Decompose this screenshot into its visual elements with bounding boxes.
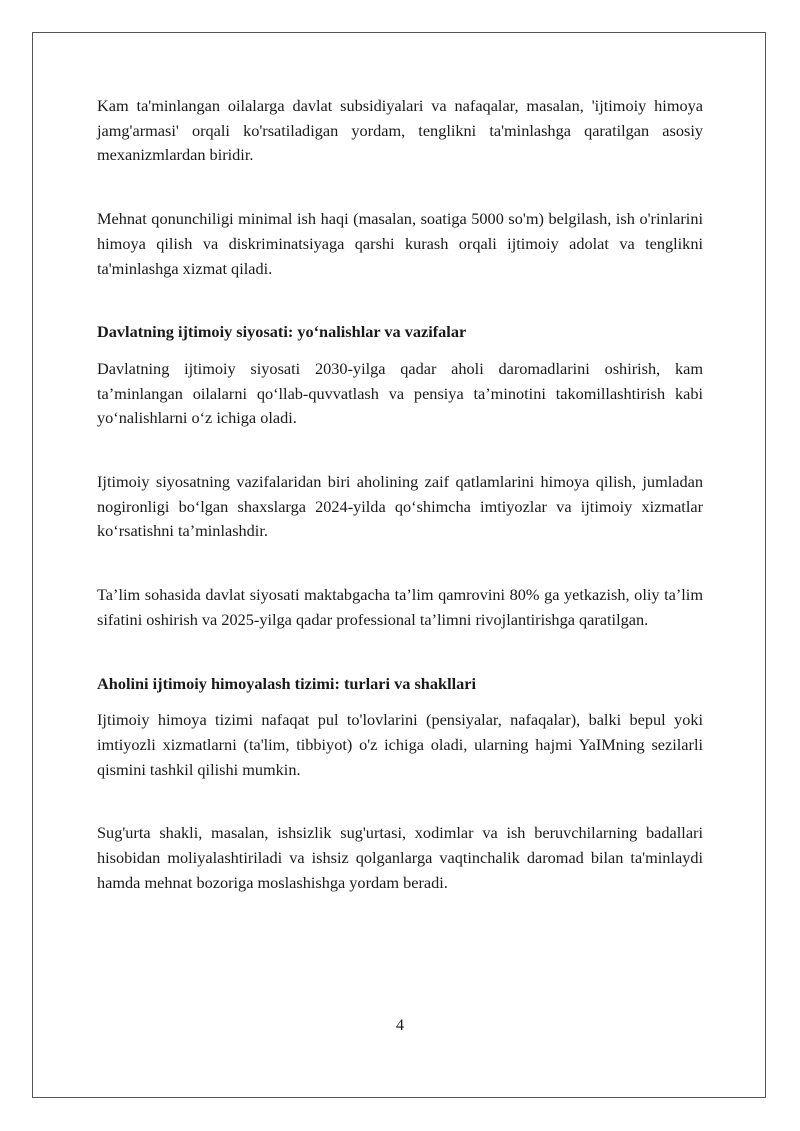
paragraph-subsidies: Kam ta'minlangan oilalarga davlat subsidiyalari va nafaqalar, masalan, 'ijtimoiy himoya jamg'armasi' orqali ko'rsatiladigan yordam, tenglikni ta'minlashga qaratilgan asosiy mexanizmlardan biridir. bbox=[97, 96, 703, 165]
paragraph-labor-law: Mehnat qonunchiligi minimal ish haqi (masalan, soatiga 5000 so'm) belgilash, ish o'rinlarini himoya qilish va diskriminatsiyaga qarshi kurash orqali ijtimoiy adolat va tenglikni ta'minlashga xizmat qiladi. bbox=[97, 209, 703, 278]
paragraph-insurance-form: Sug'urta shakli, masalan, ishsizlik sug'urtasi, xodimlar va ish beruvchilarning badallari hisobidan moliyalashtiriladi va ishsiz qolganlarga vaqtinchalik daromad bilan ta'minlaydi hamda mehnat bozoriga moslashishga yordam beradi. bbox=[97, 823, 703, 892]
paragraph-social-policy-directions: Davlatning ijtimoiy siyosati 2030-yilga qadar aholi daromadlarini oshirish, kam ta’minlangan oilalarni qo‘llab-quvvatlash va pensiya ta’minotini takomillashtirish kabi yo‘nalishlarni o‘z ichiga oladi. bbox=[97, 358, 703, 428]
paragraph-social-policy-tasks: Ijtimoiy siyosatning vazifalaridan biri aholining zaif qatlamlarini himoya qilish, jumladan nogironligi bo‘lgan shaxslarga 2024-yilda qo‘shimcha imtiyozlar va ijtimoiy xizmatlar ko‘rsatishni ta’minlashdir. bbox=[97, 472, 703, 541]
paragraph-protection-system: Ijtimoiy himoya tizimi nafaqat pul to'lovlarini (pensiyalar, nafaqalar), balki bepul yoki imtiyozli xizmatlarni (ta'lim, tibbiyot) o'z ichiga oladi, ularning hajmi YaIMning sezilarli qismini tashkil qilishi mumkin. bbox=[97, 710, 703, 779]
page-number: 4 bbox=[395, 1015, 405, 1034]
document-body bbox=[97, 94, 703, 895]
section-heading-social-protection: Aholini ijtimoiy himoyalash tizimi: turlari va shakllari bbox=[97, 673, 477, 693]
section-heading-social-policy: Davlatning ijtimoiy siyosati: yo‘nalishlar va vazifalar bbox=[97, 322, 467, 342]
paragraph-education-policy: Ta’lim sohasida davlat siyosati maktabgacha ta’lim qamrovini 80% ga yetkazish, oliy ta’lim sifatini oshirish va 2025-yilga qadar professional ta’limni rivojlantirishga qaratilgan. bbox=[97, 585, 703, 629]
